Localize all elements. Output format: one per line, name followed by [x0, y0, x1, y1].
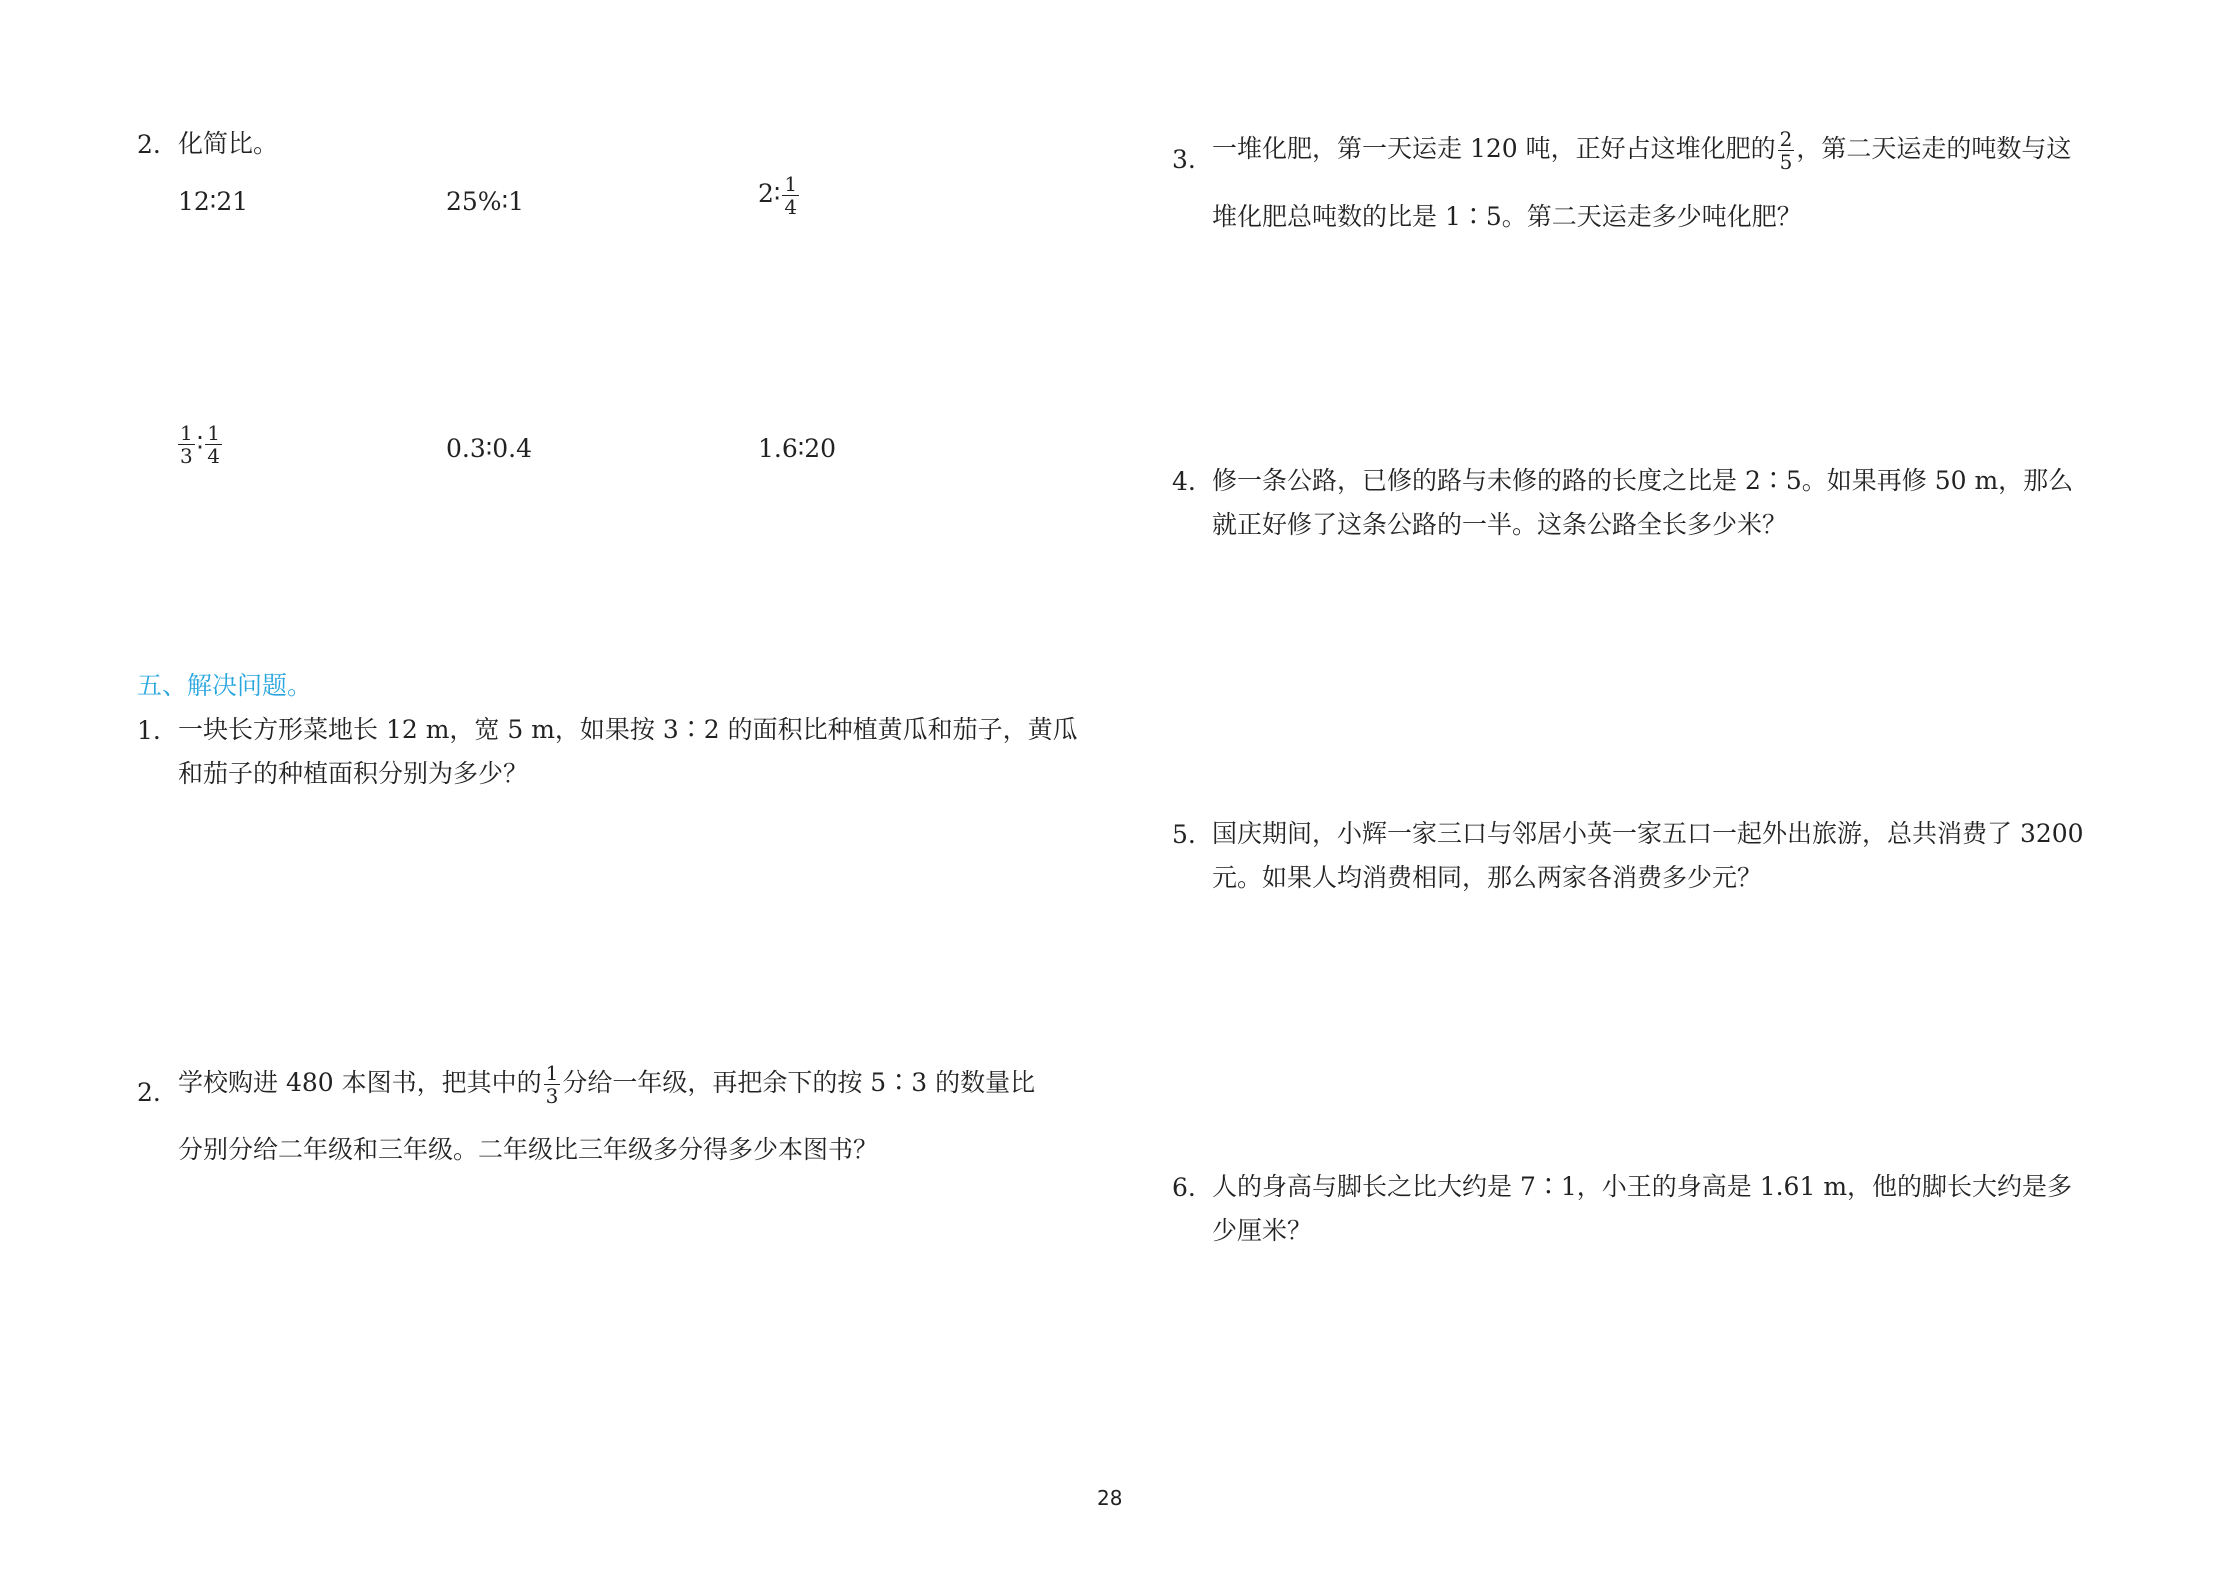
- fraction: $\frac{1}{3}$: [180, 421, 193, 468]
- problem-text: 国庆期间，小辉一家三口与邻居小英一家五口一起外出旅游，总共消费了 3200: [1212, 819, 2084, 848]
- problem-text: 元。如果人均消费相同，那么两家各消费多少元？: [1212, 863, 1763, 892]
- problem-number: 1.: [137, 716, 161, 745]
- ratio-item: 0.3∶0.4: [446, 434, 533, 463]
- problem-text: 修一条公路，已修的路与未修的路的长度之比是 2∶5。如果再修 50 m，那么: [1212, 466, 2074, 495]
- problem-text: 分别分给二年级和三年级。二年级比三年级多分得多少本图书？: [178, 1135, 879, 1164]
- problem-text: 学校购进 480 本图书，把其中的 $\frac{1}{3}$ 分给一年级，再把余下的按 5∶3 的数量比: [178, 1061, 1036, 1108]
- ratio-item: 1.6∶20: [758, 434, 837, 463]
- ratio-item: $\frac{1}{3}$ ∶ $\frac{1}{4}$: [180, 421, 220, 468]
- problem-text: 和茄子的种植面积分别为多少？: [178, 759, 529, 788]
- ratio-item: 2∶ $\frac{1}{4}$: [758, 172, 798, 219]
- fraction: $\frac{1}{3}$: [545, 1061, 559, 1108]
- ratio-item: 12∶21: [178, 187, 249, 216]
- exercise-title: 化简比。: [178, 129, 279, 158]
- problem-number: 3.: [1172, 145, 1196, 174]
- problem-text: 就正好修了这条公路的一半。这条公路全长多少米？: [1212, 510, 1788, 539]
- exercise-number: 2.: [137, 130, 161, 159]
- page-number: 28: [1097, 1486, 1123, 1510]
- problem-text: 少厘米？: [1212, 1216, 1313, 1245]
- problem-number: 5.: [1172, 820, 1196, 849]
- problem-text: 一堆化肥，第一天运走 120 吨，正好占这堆化肥的 $\frac{2}{5}$ ，第二天运走的吨数与这: [1212, 127, 2072, 174]
- fraction: $\frac{1}{4}$: [207, 421, 220, 468]
- problem-number: 4.: [1172, 467, 1196, 496]
- fraction: $\frac{1}{4}$: [784, 172, 798, 219]
- problem-text: 一块长方形菜地长 12 m，宽 5 m，如果按 3∶2 的面积比种植黄瓜和茄子，黄瓜: [178, 715, 1078, 744]
- problem-text: 堆化肥总吨数的比是 1∶5。第二天运走多少吨化肥？: [1212, 202, 1802, 231]
- fraction: $\frac{2}{5}$: [1779, 127, 1793, 174]
- problem-number: 2.: [137, 1078, 161, 1107]
- section-heading: 五、解决问题。: [137, 671, 313, 700]
- problem-text: 人的身高与脚长之比大约是 7∶1，小王的身高是 1.61 m，他的脚长大约是多: [1212, 1172, 2073, 1201]
- problem-number: 6.: [1172, 1173, 1196, 1202]
- ratio-item: 25%∶1: [446, 187, 524, 216]
